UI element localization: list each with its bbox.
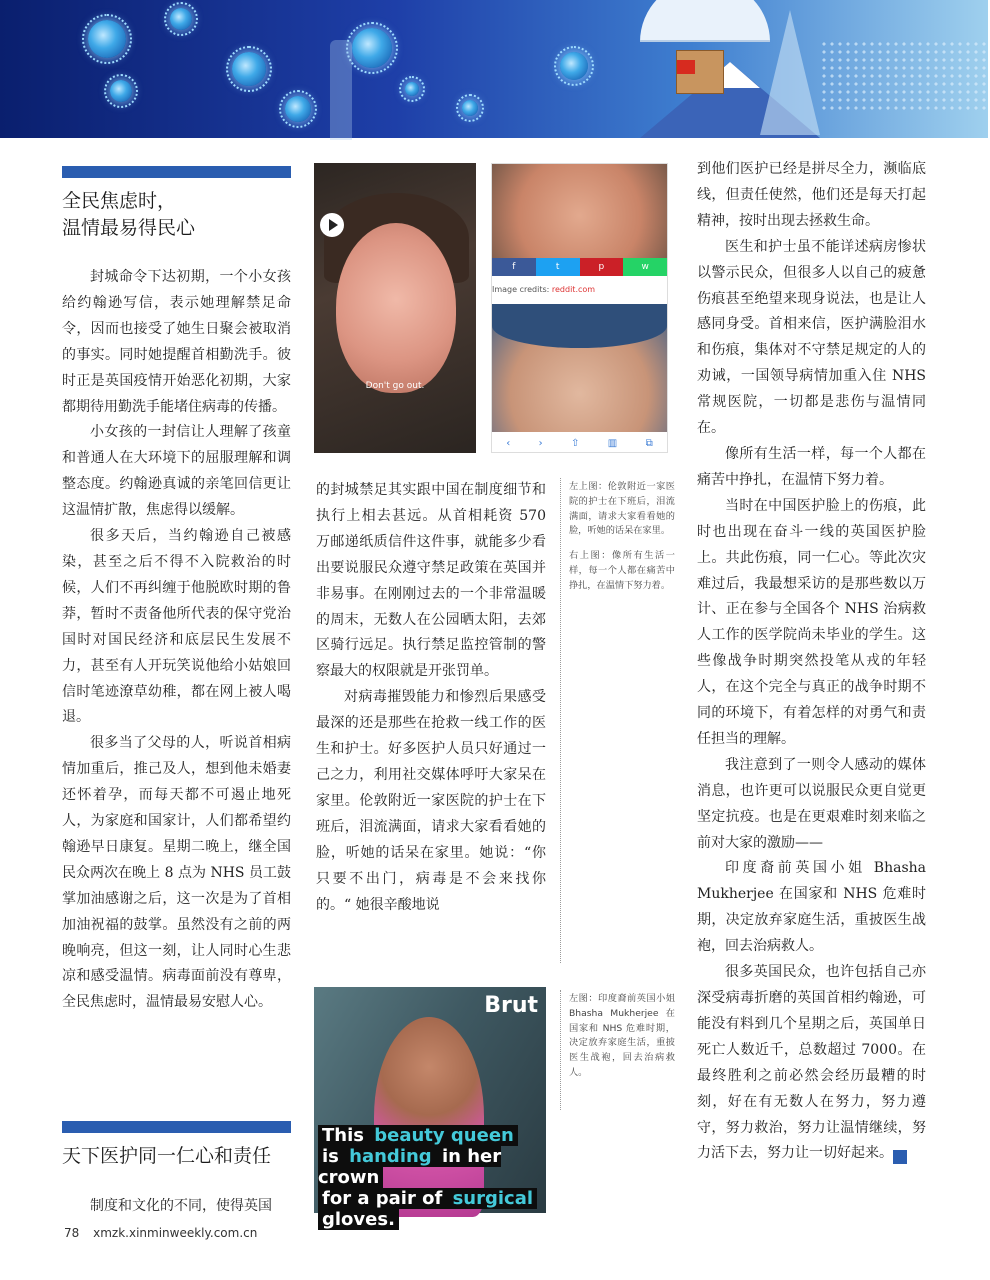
image-credits <box>492 285 595 294</box>
headline-text: handing <box>349 1146 432 1167</box>
tabs-icon[interactable]: ⧉ <box>645 437 653 449</box>
back-icon[interactable]: ‹ <box>506 437 511 449</box>
image-credits-link[interactable]: reddit.com <box>551 285 596 294</box>
nurse-video-photo <box>314 163 476 453</box>
headline-text: for a pair of <box>322 1188 449 1209</box>
caption-bottom-left: 左图：印度裔前英国小姐 Bhasha Mukherjee 在国家和 NHS 危难时期，决定放弃家庭生活，重披医生战袍，回去治病救人。 <box>569 993 675 1078</box>
doctors-face-photos <box>491 163 668 453</box>
paragraph: 很多天后，当约翰逊自己被感染，甚至之后不得不入院救治的时候，人们不再纠缠于他脱欧时期的鲁莽，暂时不责备他所代表的保守党治国时对国民经济和底层民生发展不力，甚至有人开玩笑说他给小姑娘回信时笔迹潦草幼稚，都在网上被人喝退。 <box>62 528 291 726</box>
headline-text: beauty queen <box>374 1125 514 1146</box>
page-number: 78 <box>64 1226 80 1240</box>
column-2 <box>316 478 546 918</box>
paragraph: 对病毒摧毁能力和惨烈后果感受最深的还是那些在抢救一线工作的医生和护士。好多医护人员只好通过一己之力，利用社交媒体呼吁大家呆在家里。伦敦附近一家医院的护士在下班后，泪流满面，请求大家看看她的脸，听她的话呆在家里。她说：“你只要不出门，病毒是不会来找你的。“ 她很辛酸地说 <box>316 689 546 913</box>
section-bar-1 <box>62 166 291 178</box>
paragraph: 医生和护士虽不能详述病房惨状以警示民众，但很多人以自己的疲惫伤痕甚至绝望来现身说法，也是让人感同身受。首相来信，医护满脸泪水和伤痕，集体对不守禁足规定的人的劝诫，一国领导病情加重入住 NHS 常规医院，一切都是悲伤与温情同在。 <box>697 238 926 437</box>
dotted-world-map <box>820 40 990 110</box>
parachute-illustration <box>640 0 770 42</box>
virus-illustration-9 <box>560 52 588 80</box>
share-bar <box>492 258 667 276</box>
paragraph: 像所有生活一样，每一个人都在痛苦中挣扎，在温情下努力着。 <box>697 445 926 488</box>
paragraph <box>697 960 926 1167</box>
eiffel-tower-silhouette <box>760 10 820 135</box>
end-mark-icon: X <box>893 1150 907 1164</box>
paragraph-text: 很多英国民众，也许包括自己亦深受病毒折磨的英国首相约翰逊，可能没有料到几个星期之后，英国单日死亡人数近千，总数超过 7000。在最终胜利之前必然会经历最糟的时刻，好在有无数人在努力，努力遵守，努力救治，努力让温情继续，努力活下去，努力让一切好起来。 <box>697 964 926 1162</box>
website-url[interactable]: xmzk.xinminweekly.com.cn <box>93 1226 258 1240</box>
headline-text: surgical <box>452 1188 534 1209</box>
forward-icon[interactable]: › <box>538 437 543 449</box>
virus-illustration-3 <box>232 52 266 86</box>
share-icon[interactable]: ⇧ <box>570 437 580 449</box>
headline-text: in her crown <box>318 1146 502 1188</box>
paragraph: 当时在中国医护脸上的伤痕，此时也出现在奋斗一线的英国医护脸上。共此伤痕，同一仁心。等此次灾难过后，我最想采访的是那些数以万计、正在参与全国各个 NHS 治病救人工作的医学院尚未毕业的学生。这些像战争时期突然投笔从戎的年轻人，在这个完全与真正的战争时期不同的环境下，有着怎样的对勇气和责任担当的理解。 <box>697 497 926 747</box>
browser-nav-bar <box>492 434 667 452</box>
beauty-queen-photo <box>314 987 546 1230</box>
nurse-face-photo <box>492 304 667 432</box>
brut-logo: Brut <box>484 993 538 1018</box>
virus-illustration-1 <box>88 20 126 58</box>
caption-divider <box>560 478 561 963</box>
heading-line-2: 温情最易得民心 <box>62 217 196 239</box>
china-flag-icon <box>677 60 695 74</box>
section-heading-1 <box>62 188 291 242</box>
virus-illustration-2 <box>170 8 192 30</box>
virus-illustration-7 <box>462 100 478 116</box>
paragraph: 制度和文化的不同，使得英国 <box>90 1198 272 1214</box>
caption-block-bottom <box>569 992 675 1081</box>
paragraph: 的封城禁足其实跟中国在制度细节和执行上相去甚远。从首相耗资 570 万邮递纸质信件这件事，就能多少看出要说服民众遵守禁足政策在英国并非易事。在刚刚过去的一个非常温暖的周末，无数人在公园晒太阳，去郊区骑行远足。执行禁足监控管制的警察最大的权限就是开张罚单。 <box>316 482 546 680</box>
column-1-continued <box>62 1194 291 1220</box>
facebook-share-icon[interactable]: f <box>492 258 536 276</box>
virus-illustration-4 <box>352 28 392 68</box>
statue-silhouette <box>330 40 352 140</box>
twitter-share-icon[interactable]: t <box>536 258 580 276</box>
paragraph: 小女孩的一封信让人理解了孩童和普通人在大环境下的屈服理解和调整态度。约翰逊真诚的亲笔回信更让这温情扩散，焦虑得以缓解。 <box>62 424 291 519</box>
image-credits-label: Image credits: <box>492 285 550 294</box>
paragraph: 到他们医护已经是拼尽全力，濒临底线，但责任使然，他们还是每天打起精神，按时出现去拯救生命。 <box>697 161 926 229</box>
play-icon[interactable] <box>320 213 344 237</box>
column-1 <box>62 265 291 1016</box>
caption-top-right: 右上图：像所有生活一样，每一个人都在痛苦中挣扎，在温情下努力着。 <box>569 550 675 591</box>
headline-text: This <box>322 1125 371 1146</box>
column-3 <box>697 157 926 1167</box>
paragraph: 封城命令下达初期，一个小女孩给约翰逊写信，表示她理解禁足命令，因而也接受了她生日聚会被取消的事实。同时她提醒首相勤洗手。彼时正是英国疫情开始恶化初期，大家都期待用勤洗手能堵住病毒的传播。 <box>62 269 291 415</box>
section-heading-2: 天下医护同一仁心和责任 <box>62 1145 272 1167</box>
doctor-face-photo <box>492 164 667 258</box>
virus-illustration-8 <box>405 82 419 96</box>
face-shape <box>336 223 456 393</box>
virus-illustration-5 <box>285 96 311 122</box>
surgical-cap-shape <box>492 304 667 348</box>
video-subtitle: Don't go out. <box>365 381 425 391</box>
pinterest-share-icon[interactable]: p <box>580 258 624 276</box>
heading-line-1: 全民焦虑时， <box>62 190 177 212</box>
paragraph: 我注意到了一则令人感动的媒体消息，也许更可以说服民众更自觉更坚定抗疫。也是在更艰难时刻来临之前对大家的激励—— <box>697 756 926 851</box>
caption-block-top <box>569 480 675 594</box>
headline-text: gloves. <box>322 1209 395 1230</box>
virus-illustration-6 <box>110 80 132 102</box>
header-banner <box>0 0 988 138</box>
caption-divider-2 <box>560 990 561 1110</box>
photo-headline <box>318 1125 546 1230</box>
bookmarks-icon[interactable]: ▥ <box>607 437 618 449</box>
headline-text: is <box>322 1146 346 1167</box>
whatsapp-share-icon[interactable]: w <box>623 258 667 276</box>
caption-top-left: 左上图：伦敦附近一家医院的护士在下班后，泪流满面，请求大家看看她的脸，听她的话呆在家里。 <box>569 481 675 537</box>
paragraph: 很多当了父母的人，听说首相病情加重后，推己及人，想到他未婚妻还怀着孕，而每天都不可遏止地死人，为家庭和国家计，人们都希望约翰逊早日康复。星期二晚上，继全国民众两次在晚上 8 点为 NHS 员工鼓掌加油感谢之后，这一次是为了首相加油祝福的鼓掌。虽然没有之前的两晚响亮，但这一刻，让人同时心生悲凉和感受温情。病毒面前没有尊卑，全民焦虑时，温情最易安慰人心。 <box>62 735 291 1011</box>
paragraph: 印度裔前英国小姐 Bhasha Mukherjee 在国家和 NHS 危难时期，决定放弃家庭生活，重披医生战袍，回去治病救人。 <box>697 860 926 955</box>
section-bar-2 <box>62 1121 291 1133</box>
page-footer <box>64 1226 257 1240</box>
